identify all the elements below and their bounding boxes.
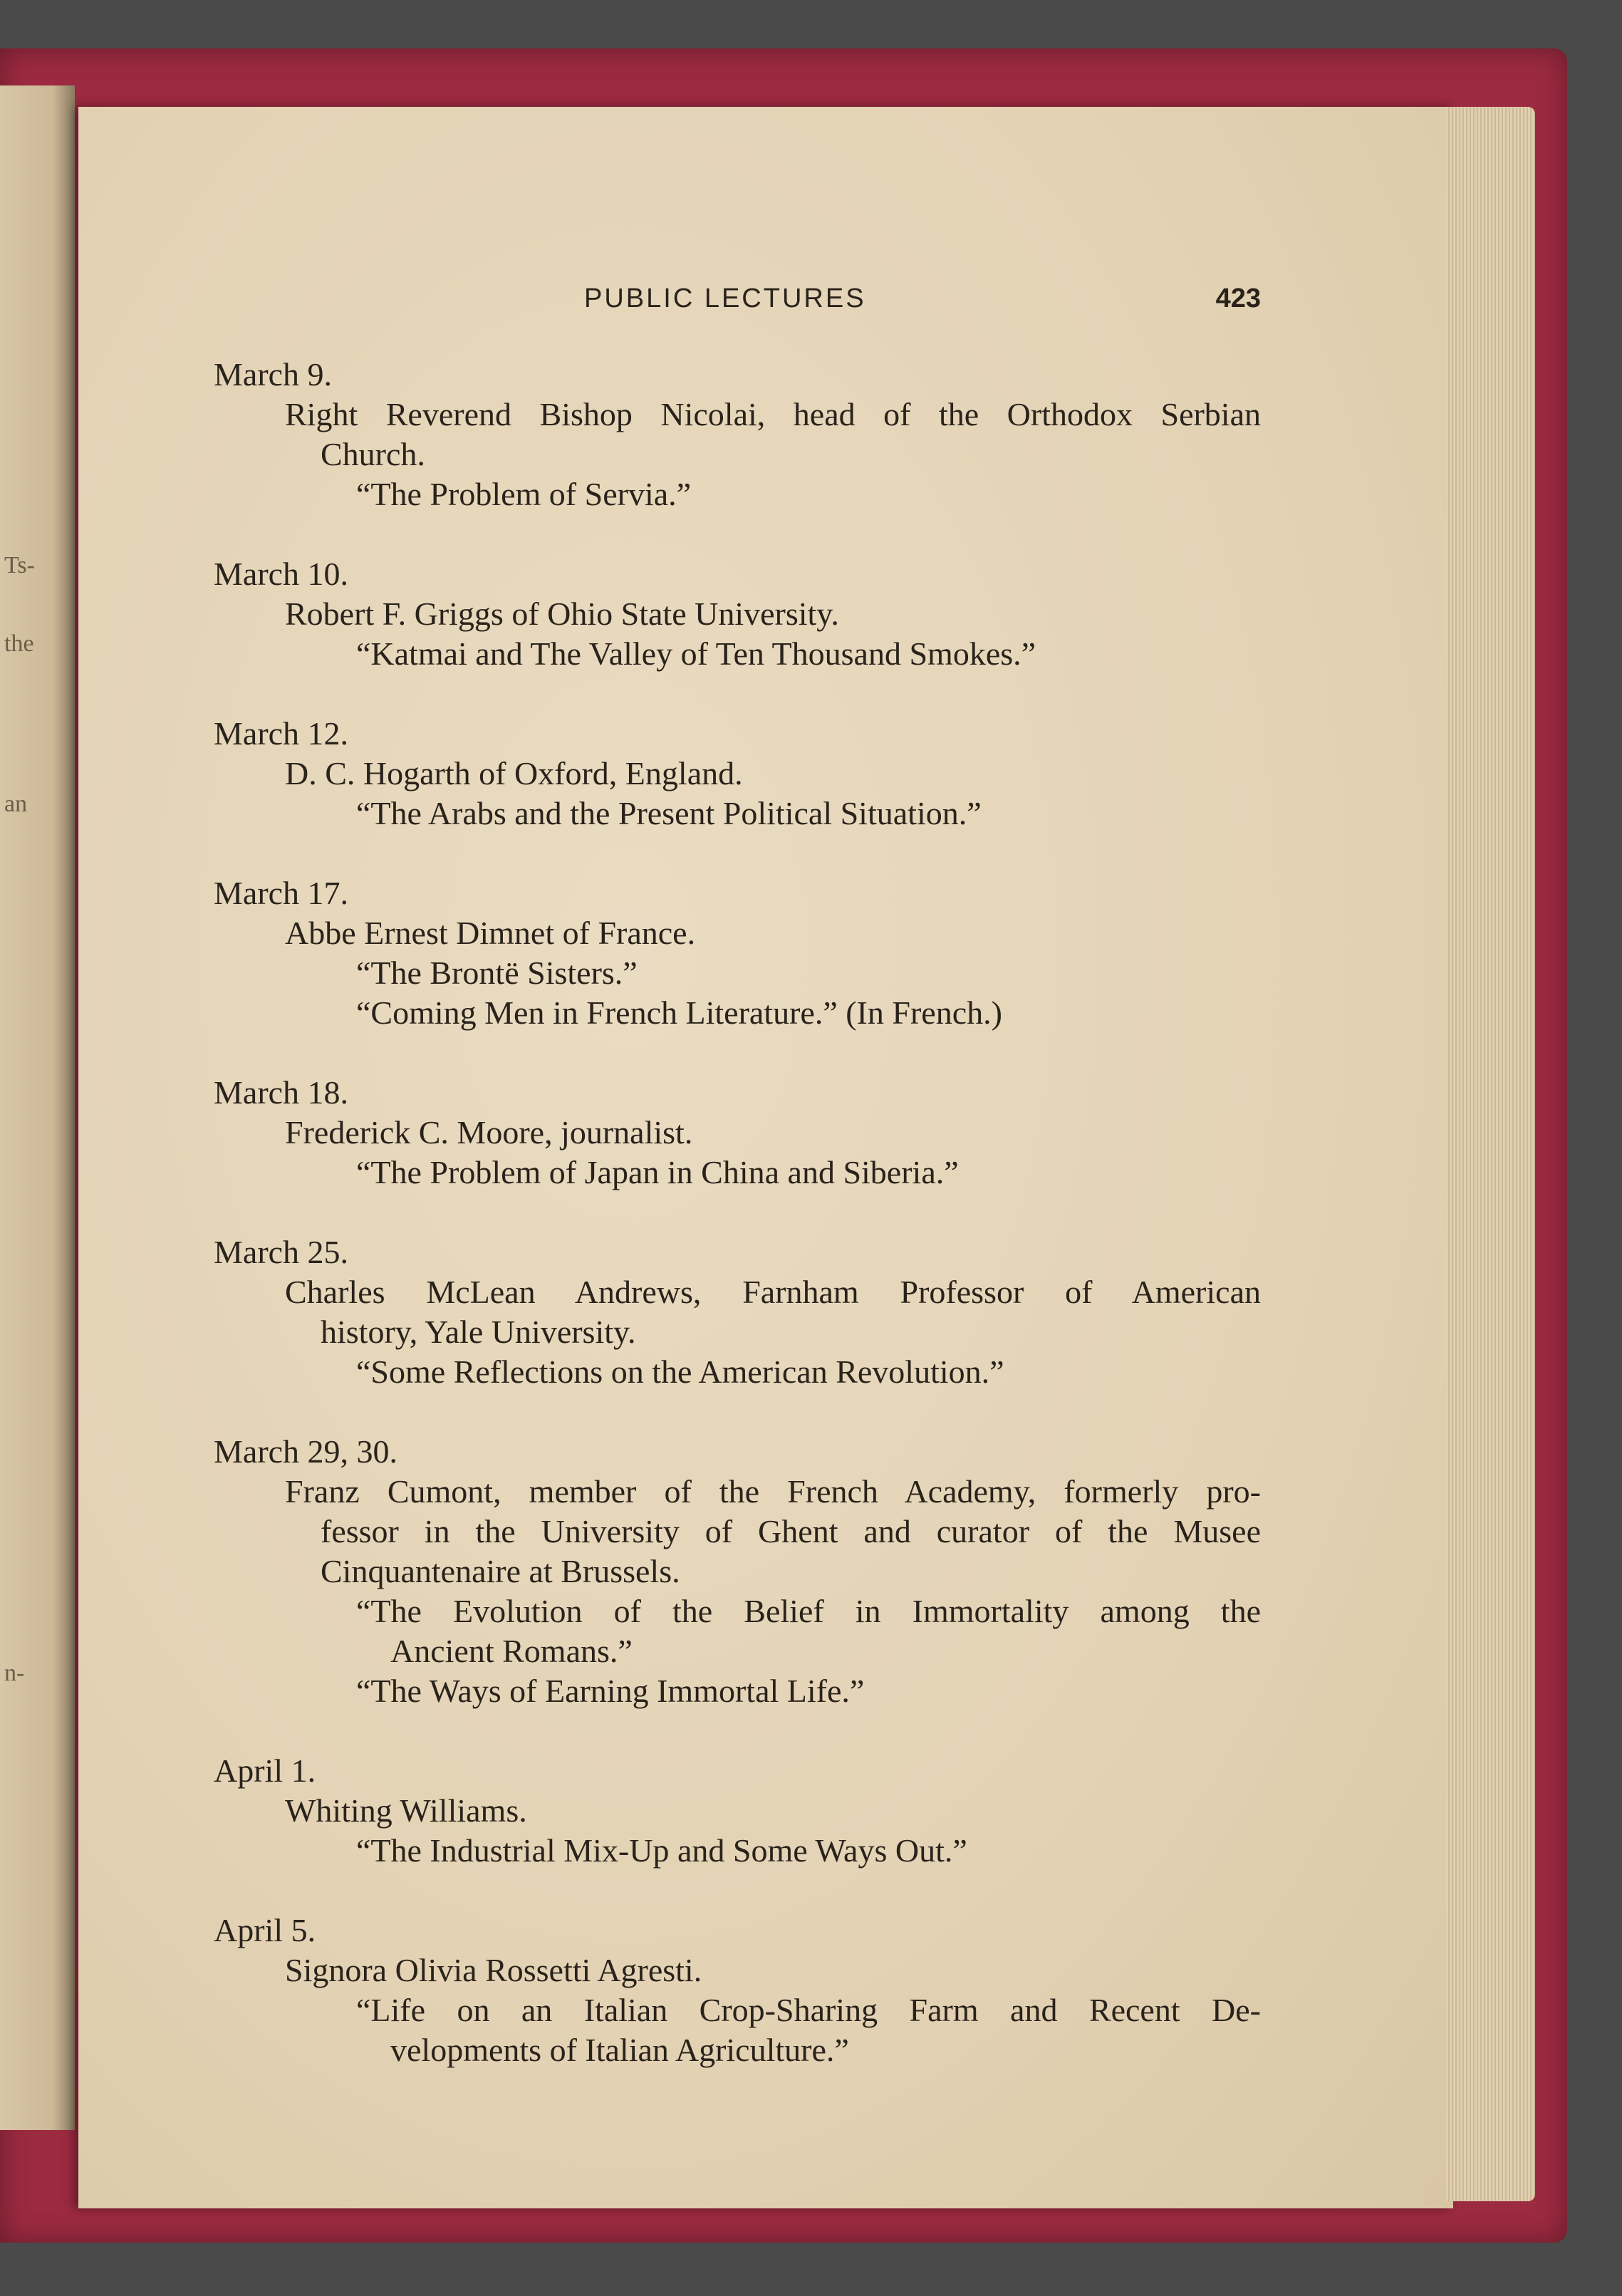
entry-date: March 18. [214,1074,349,1111]
entry-lecture-title-line: “Some Reflections on the American Revolution.” [356,1354,1004,1390]
entry-lecture-title-line: “Katmai and The Valley of Ten Thousand Smokes.” [356,635,1036,672]
entry-lecture-title-line: “The Problem of Japan in China and Siberia.” [356,1154,959,1190]
running-head [584,284,1261,326]
entry-date: March 10. [214,556,349,592]
page-number: 423 [1215,284,1261,313]
lecture-entry [214,714,1261,833]
entry-speaker-line: history, Yale University. [321,1314,636,1350]
entry-lecture-title-line: “The Brontë Sisters.” [356,955,638,991]
lecture-entry [214,1911,1261,2070]
entry-speaker-line: Signora Olivia Rossetti Agresti. [285,1952,702,1988]
entry-lecture-title-line: Ancient Romans.” [390,1633,633,1669]
entry-date: March 29, 30. [214,1433,398,1470]
entry-speaker-line: Church. [321,436,425,472]
entry-speaker-line: Robert F. Griggs of Ohio State University. [285,596,839,632]
entry-lecture-title-line: “Life on an Italian Crop-Sharing Farm and Recent De- [356,1992,1261,2028]
lecture-entry [214,1073,1261,1193]
entry-lecture-title-line: “The Arabs and the Present Political Situation.” [356,795,982,831]
lecture-entry [214,1232,1261,1392]
entry-date: March 9. [214,356,333,393]
margin-fragment: Ts- [4,552,35,578]
entry-speaker-line: Charles McLean Andrews, Farnham Professor of American [285,1274,1261,1310]
lecture-entry [214,1751,1261,1871]
entry-lecture-title-line: velopments of Italian Agriculture.” [390,2032,849,2068]
lecture-entry [214,873,1261,1033]
entry-date: April 5. [214,1912,316,1948]
entry-date: April 1. [214,1752,316,1789]
running-head-title: PUBLIC LECTURES [584,284,866,313]
entry-lecture-title-line: “The Evolution of the Belief in Immortality among the [356,1593,1261,1629]
entry-speaker-line: Whiting Williams. [285,1792,527,1829]
lecture-entry [214,554,1261,674]
entry-speaker-line: fessor in the University of Ghent and curator of the Musee [321,1513,1261,1549]
entry-speaker-line: D. C. Hogarth of Oxford, England. [285,755,743,791]
entry-lecture-title-line: “The Industrial Mix-Up and Some Ways Out.” [356,1832,967,1869]
lecture-entry [214,355,1261,514]
entry-date: March 17. [214,875,349,911]
entry-lecture-title-line: “The Problem of Servia.” [356,476,692,512]
lecture-entry [214,1432,1261,1711]
entry-speaker-line: Franz Cumont, member of the French Academy, formerly pro- [285,1473,1261,1510]
entry-speaker-line: Right Reverend Bishop Nicolai, head of the Orthodox Serbian [285,396,1261,432]
entry-lecture-title-line: “The Ways of Earning Immortal Life.” [356,1673,865,1709]
lecture-list [214,355,1261,2110]
margin-fragment: n- [4,1660,25,1686]
margin-fragment: an [4,791,28,817]
page-block-edges [1446,107,1535,2201]
entry-date: March 12. [214,715,349,752]
entry-date: March 25. [214,1234,349,1270]
entry-speaker-line: Abbe Ernest Dimnet of France. [285,915,696,951]
entry-speaker-line: Cinquantenaire at Brussels. [321,1553,680,1589]
margin-fragment: the [4,630,34,657]
entry-speaker-line: Frederick C. Moore, journalist. [285,1114,693,1150]
facing-page-edge [0,85,75,2130]
entry-lecture-title-line: “Coming Men in French Literature.” (In French.) [356,994,1002,1031]
